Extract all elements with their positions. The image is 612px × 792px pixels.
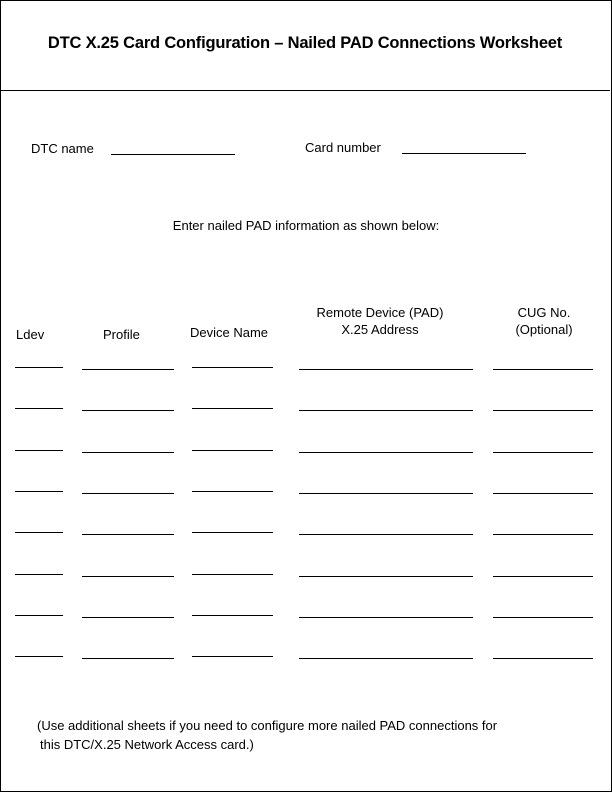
remote-address-blank[interactable] bbox=[299, 658, 473, 659]
cug-blank[interactable] bbox=[493, 452, 593, 453]
device-name-blank[interactable] bbox=[192, 491, 273, 492]
cug-blank[interactable] bbox=[493, 493, 593, 494]
cug-blank[interactable] bbox=[493, 576, 593, 577]
device-name-blank[interactable] bbox=[192, 574, 273, 575]
column-header-profile: Profile bbox=[103, 327, 140, 342]
footer-note-line1: (Use additional sheets if you need to configure more nailed PAD connections for bbox=[37, 718, 498, 733]
footer-note-line2: this DTC/X.25 Network Access card.) bbox=[40, 737, 254, 752]
ldev-blank[interactable] bbox=[15, 656, 63, 657]
remote-address-blank[interactable] bbox=[299, 452, 473, 453]
device-name-blank[interactable] bbox=[192, 532, 273, 533]
card-number-label: Card number bbox=[305, 140, 381, 155]
profile-blank[interactable] bbox=[82, 617, 174, 618]
device-name-blank[interactable] bbox=[192, 408, 273, 409]
column-header-device-name: Device Name bbox=[190, 325, 269, 340]
ldev-blank[interactable] bbox=[15, 491, 63, 492]
remote-address-blank[interactable] bbox=[299, 534, 473, 535]
device-name-blank[interactable] bbox=[192, 656, 273, 657]
profile-blank[interactable] bbox=[82, 658, 174, 659]
profile-blank[interactable] bbox=[82, 493, 174, 494]
profile-blank[interactable] bbox=[82, 410, 174, 411]
remote-address-blank[interactable] bbox=[299, 410, 473, 411]
column-header-remote-device bbox=[290, 304, 470, 338]
column-header-remote-device-line2: X.25 Address bbox=[341, 322, 419, 337]
column-header-cug-line1: CUG No. bbox=[517, 305, 571, 320]
device-name-blank[interactable] bbox=[192, 615, 273, 616]
ldev-blank[interactable] bbox=[15, 615, 63, 616]
device-name-blank[interactable] bbox=[192, 450, 273, 451]
remote-address-blank[interactable] bbox=[299, 576, 473, 577]
cug-blank[interactable] bbox=[493, 617, 593, 618]
ldev-blank[interactable] bbox=[15, 574, 63, 575]
remote-address-blank[interactable] bbox=[299, 369, 473, 370]
profile-blank[interactable] bbox=[82, 534, 174, 535]
cug-blank[interactable] bbox=[493, 534, 593, 535]
cug-blank[interactable] bbox=[493, 410, 593, 411]
column-header-ldev: Ldev bbox=[16, 327, 45, 342]
profile-blank[interactable] bbox=[82, 369, 174, 370]
dtc-name-field[interactable] bbox=[111, 154, 235, 155]
column-header-cug bbox=[496, 304, 592, 338]
ldev-blank[interactable] bbox=[15, 367, 63, 368]
ldev-blank[interactable] bbox=[15, 450, 63, 451]
cug-blank[interactable] bbox=[493, 369, 593, 370]
profile-blank[interactable] bbox=[82, 452, 174, 453]
instruction-text: Enter nailed PAD information as shown below: bbox=[172, 218, 440, 233]
column-header-cug-line2: (Optional) bbox=[515, 322, 573, 337]
remote-address-blank[interactable] bbox=[299, 493, 473, 494]
dtc-name-label: DTC name bbox=[31, 141, 94, 156]
device-name-blank[interactable] bbox=[192, 367, 273, 368]
page-title: DTC X.25 Card Configuration – Nailed PAD Connections Worksheet bbox=[47, 34, 563, 52]
remote-address-blank[interactable] bbox=[299, 617, 473, 618]
cug-blank[interactable] bbox=[493, 658, 593, 659]
title-bar bbox=[0, 0, 610, 91]
profile-blank[interactable] bbox=[82, 576, 174, 577]
column-header-remote-device-line1: Remote Device (PAD) bbox=[316, 305, 444, 320]
ldev-blank[interactable] bbox=[15, 532, 63, 533]
footer-note bbox=[37, 716, 597, 754]
card-number-field[interactable] bbox=[402, 153, 526, 154]
ldev-blank[interactable] bbox=[15, 408, 63, 409]
